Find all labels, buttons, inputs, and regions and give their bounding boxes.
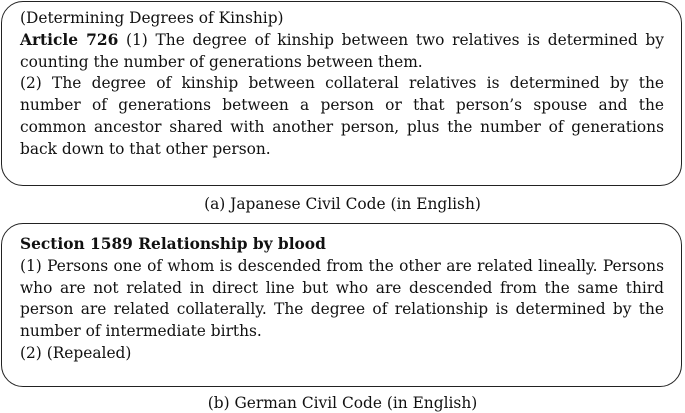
caption-a: (a) Japanese Civil Code (in English) [204, 195, 481, 213]
japanese-code-box [1, 1, 682, 186]
article-paragraph-1-text: (1) The degree of kinship between two relatives is determined by counting the number of generations between them. [20, 30, 664, 71]
section-heading: Section 1589 Relationship by blood [20, 235, 326, 253]
article-number: Article 726 [20, 30, 119, 49]
section-paragraph-2: (2) (Repealed) [20, 343, 132, 362]
article-paragraph-2: (2) The degree of kinship between collateral relatives is determined by the number of generations between a person or that person’s spouse and the common ancestor shared with another person, plus the number of generations back down to that other person. [20, 74, 664, 158]
caption-b: (b) German Civil Code (in English) [207, 394, 478, 412]
section-paragraph-1: (1) Persons one of whom is descended from the other are related lineally. Persons who are not related in direct line but who are descended from the same third person are related collaterally. The degree of relationship is determined by the number of intermediate births. [20, 256, 664, 341]
german-code-box [1, 223, 682, 387]
article-paragraph-1 [20, 30, 664, 74]
article-heading: (Determining Degrees of Kinship) [20, 9, 284, 27]
